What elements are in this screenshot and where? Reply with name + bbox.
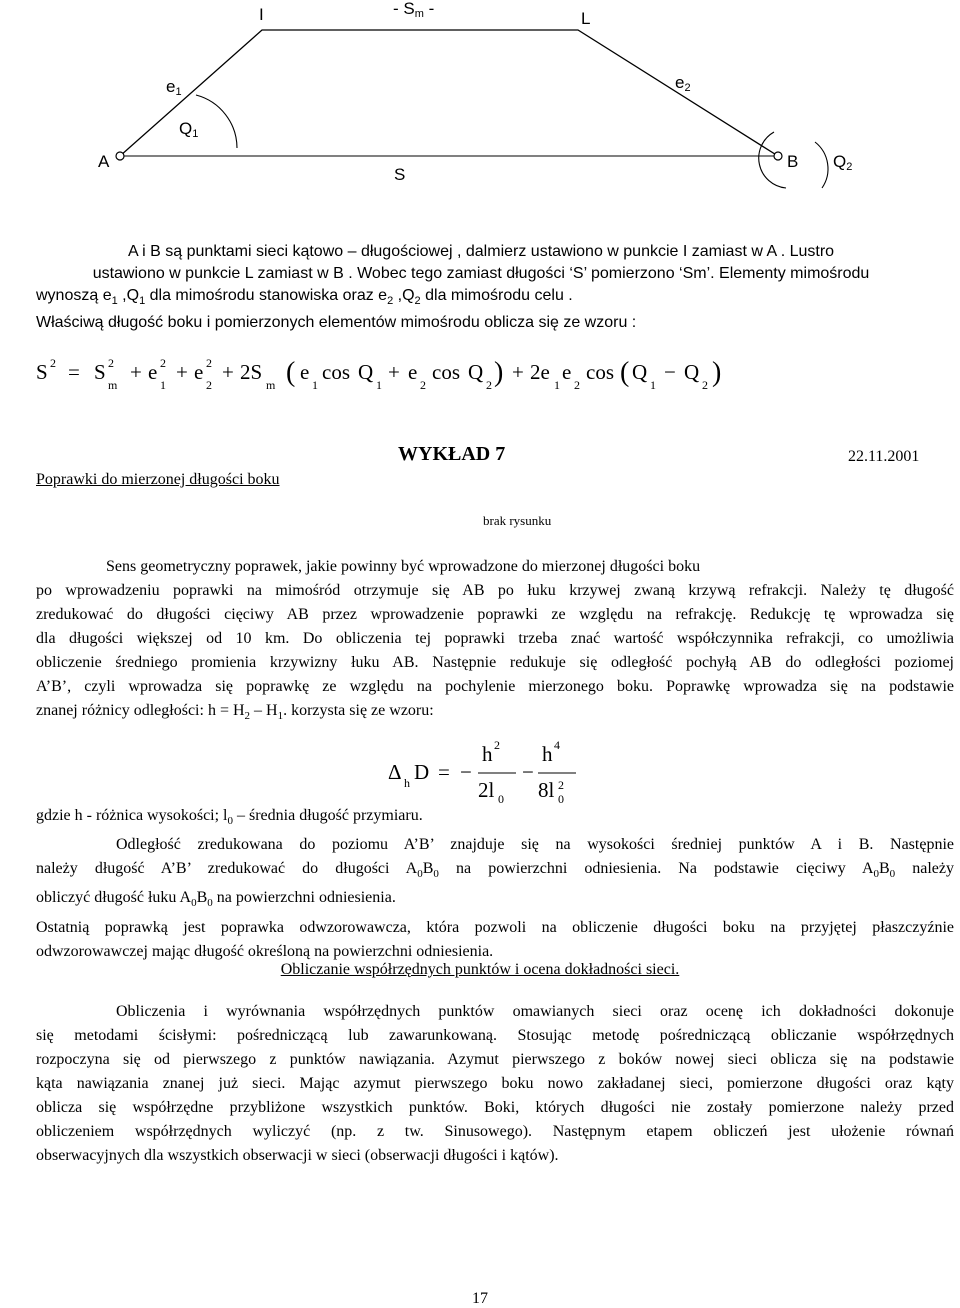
svg-text:2: 2 <box>494 738 500 752</box>
svg-text:4: 4 <box>554 738 560 752</box>
no-figure-note: brak rysunku <box>483 513 552 528</box>
label-e1: e1 <box>166 77 182 98</box>
svg-text:2: 2 <box>50 356 56 370</box>
section-title-corrections: Poprawki do mierzonej długości boku <box>36 471 280 488</box>
label-i: I <box>259 5 264 24</box>
coordinates-paragraph <box>36 1000 954 1168</box>
svg-text:h: h <box>482 742 493 766</box>
svg-text:2: 2 <box>160 356 166 370</box>
svg-text:e: e <box>148 360 158 384</box>
svg-text:2: 2 <box>574 378 580 392</box>
text-line: obliczenie średniego promienia krzywizny łuku AB. Następnie redukuje się odległość pochyłą AB do odległości poziomej <box>36 654 954 671</box>
text-line: zredukować do długości cięciwy AB przez wprowadzenie poprawki ze względu na refrakcję. Redukcję tę wprowadza się <box>36 606 954 623</box>
svg-text:2: 2 <box>108 356 114 370</box>
label-q1: Q1 <box>179 119 199 140</box>
text-line: oblicza się współrzędne przybliżone wszystkich punktów. Boki, których długości nie zostały pomierzone należy przed <box>36 1099 954 1116</box>
svg-text:−: − <box>522 760 534 784</box>
svg-text:2l: 2l <box>478 778 495 802</box>
text-line: obliczeniem współrzędnych wyliczyć (np. z tw. Sinusowego). Następnym etapem obliczeń jest ułożenie równań <box>36 1123 954 1140</box>
label-a: A <box>98 152 110 171</box>
text-line: gdzie h - różnica wysokości; $l_0$ – średnia długość przymiaru. <box>36 807 423 828</box>
formula2-svg <box>388 733 588 805</box>
svg-text:2: 2 <box>558 778 564 792</box>
svg-text:0: 0 <box>558 792 564 805</box>
label-e2: e2 <box>675 73 691 94</box>
svg-text:+: + <box>130 360 142 384</box>
svg-text:+: + <box>512 360 524 384</box>
svg-text:2S: 2S <box>240 360 263 384</box>
point-b-marker <box>774 152 782 160</box>
svg-text:D: D <box>414 760 430 784</box>
svg-text:S: S <box>36 360 48 384</box>
svg-text:+: + <box>176 360 188 384</box>
svg-text:): ) <box>494 357 504 388</box>
text-line: Odległość zredukowana do poziomu A’B’ znajduje się na wysokości średniej punktów A i B. Następnie <box>116 836 954 854</box>
intro-line: wynoszą $e_1$ $,Q_1$ dla mimośrodu stanowiska oraz $e_2$ $,Q_2$ dla mimośrodu celu . <box>36 287 573 308</box>
svg-text:+: + <box>388 360 400 384</box>
point-a-marker <box>116 152 124 160</box>
angle-arc-q2-tail <box>815 142 828 188</box>
label-l: L <box>581 9 591 28</box>
label-q2: Q2 <box>833 152 853 173</box>
svg-text:1: 1 <box>554 378 560 392</box>
svg-text:e: e <box>194 360 204 384</box>
corrections-paragraph <box>36 555 954 728</box>
eccentricity-diagram <box>0 0 960 200</box>
text-line: Ostatnią poprawką jest poprawka odwzorowawcza, która pozwoli na obliczenie długości boku na przyjętej płaszczyźnie <box>36 918 954 936</box>
svg-text:Q: Q <box>684 360 700 384</box>
svg-text:h: h <box>542 742 553 766</box>
svg-text:cos: cos <box>586 360 614 384</box>
text-line: się metodami ścisłymi: pośredniczącą lub zawarunkowaną. Stosując metodę pośredniczącą obliczanie współrzędnych <box>36 1027 954 1044</box>
svg-text:1: 1 <box>650 378 656 392</box>
svg-text:2: 2 <box>206 378 212 392</box>
svg-text:Q: Q <box>468 360 484 384</box>
svg-text:Q: Q <box>358 360 374 384</box>
eccentricity-formula <box>36 353 936 399</box>
intro-line: Właściwą długość boku i pomierzonych elementów mimośrodu oblicza się ze wzoru : <box>36 314 637 332</box>
text-line: znanej różnicy odległości: $h = H_2 - H_1$. korzysta się ze wzoru: <box>36 702 434 723</box>
angle-arc-q2 <box>759 132 786 188</box>
text-line: Obliczenia i wyrównania współrzędnych punktów omawianych sieci oraz ocenę ich dokładności dokonuje <box>116 1003 954 1020</box>
text-line: obserwacyjnych dla wszystkich obserwacji w sieci (obserwacji długości i kątów). <box>36 1147 559 1164</box>
text-line: Sens geometryczny poprawek, jakie powinny być wprowadzone do mierzonej długości boku <box>106 558 701 575</box>
text-line: rozpoczyna się od pierwszego z punktów nawiązania. Azymut pierwszego z boków nowej sieci oblicza się na podstawie <box>36 1051 954 1068</box>
label-sm: - Sm - <box>393 0 435 20</box>
svg-text:+: + <box>222 360 234 384</box>
text-line: dla długości większej od 10 km. Do obliczenia tej poprawki trzeba znać wartość współczynnika refrakcji, co umożliwia <box>36 630 954 647</box>
svg-text:m: m <box>108 378 118 392</box>
intro-line: ustawiono w punkcie L zamiast w B . Wobec tego zamiast długości ‘S’ pomierzono ‘Sm’. Elementy mimośrodu <box>92 265 870 282</box>
svg-text:Q: Q <box>632 360 648 384</box>
intro-line: A i B są punktami sieci kątowo – długościowej , dalmierz ustawiono w punkcie I zamiast w A . Lustro <box>127 243 835 260</box>
intro-paragraph <box>36 241 926 334</box>
svg-text:8l: 8l <box>538 778 555 802</box>
label-s: S <box>394 165 406 184</box>
diagram-outline <box>120 30 778 156</box>
svg-text:0: 0 <box>498 792 504 805</box>
svg-text:−: − <box>460 760 472 784</box>
svg-text:Δ: Δ <box>388 760 402 784</box>
text-line: odwzorowawczej mając długość określoną na powierzchni odniesienia. <box>36 942 494 960</box>
text-line: należy długość A’B’ zredukować do długości $A_0B_0$ na powierzchni odniesienia. Na podstawie cięciwy $A_0B_0$ należy <box>36 860 955 881</box>
section-title-coordinates: Obliczanie współrzędnych punktów i ocena dokładności sieci. <box>280 961 680 978</box>
page-number: 17 <box>472 1290 488 1307</box>
text-line: obliczyć długość łuku $A_0B_0$ na powierzchni odniesienia. <box>36 889 396 910</box>
slope-correction-formula <box>388 733 588 810</box>
label-b: B <box>787 152 799 171</box>
text-line: A’B’, czyli wprowadza się poprawkę ze względu na pochylenie mierzonego boku. Poprawkę wprowadza się na podstawie <box>36 678 954 695</box>
svg-text:cos: cos <box>322 360 350 384</box>
svg-text:2: 2 <box>206 356 212 370</box>
svg-text:2: 2 <box>702 378 708 392</box>
svg-text:(: ( <box>620 357 630 388</box>
svg-text:1: 1 <box>312 378 318 392</box>
lecture-date: 22.11.2001 <box>848 448 920 465</box>
svg-text:=: = <box>68 360 80 384</box>
svg-text:): ) <box>712 357 722 388</box>
svg-text:cos: cos <box>432 360 460 384</box>
lecture-title: WYKŁAD 7 <box>398 443 506 465</box>
svg-text:2: 2 <box>486 378 492 392</box>
svg-text:−: − <box>664 360 676 384</box>
angle-arc-q1 <box>196 95 237 148</box>
text-line: po wprowadzeniu poprawki na mimośród otrzymuje się AB po łuku krzywej zwaną krzywą refrakcji. Należy tę długość <box>36 582 954 599</box>
reduction-paragraph <box>36 804 954 964</box>
svg-text:S: S <box>94 360 106 384</box>
svg-text:m: m <box>266 378 276 392</box>
svg-text:1: 1 <box>376 378 382 392</box>
svg-text:h: h <box>404 776 410 790</box>
svg-text:e: e <box>562 360 572 384</box>
svg-text:e: e <box>300 360 310 384</box>
svg-text:=: = <box>438 760 450 784</box>
text-line: kąta nawiązania znanej już sieci. Mając azymut pierwszego boku nowo zakładanej sieci, pomierzone długości oraz kąty <box>36 1075 954 1092</box>
svg-text:1: 1 <box>160 378 166 392</box>
svg-text:e: e <box>408 360 418 384</box>
svg-text:2: 2 <box>420 378 426 392</box>
svg-text:(: ( <box>286 357 296 388</box>
formula-svg <box>36 353 936 399</box>
svg-text:2e: 2e <box>530 360 550 384</box>
